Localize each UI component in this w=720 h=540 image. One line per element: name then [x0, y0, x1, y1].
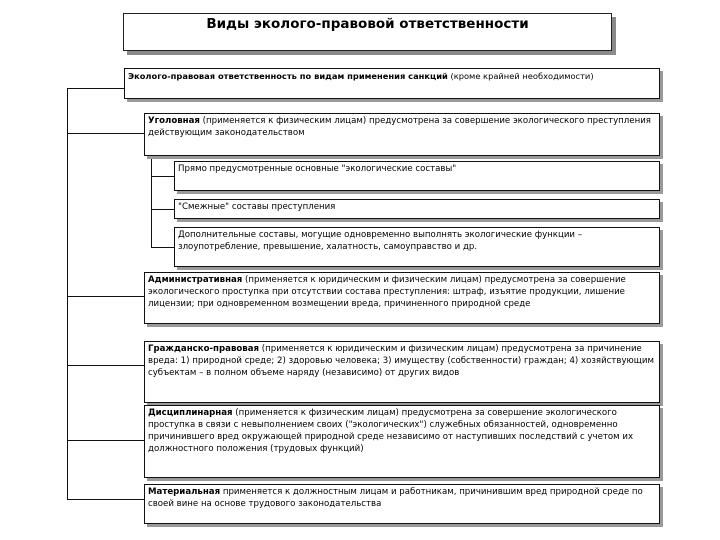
civil-box-bold: Гражданско-правовая	[148, 344, 260, 354]
admin-box-text: (применяется к юридическим и физическим лицам) предусмотрена за совершение экологического проступка при отсутствии состава преступления: штраф, изъятие продукции, лишение лицензии; при одновременном возмещении вреда, причиненного природной среде	[148, 275, 626, 309]
main-connector-vertical	[67, 88, 68, 499]
connector-root	[67, 88, 125, 89]
diagram-title: Виды эколого-правовой ответственности	[123, 13, 612, 51]
sub-box-additional: Дополнительные составы, могущие одновременно выполнять экологические функции – злоупотребление, превышение, халатность, самоуправство и др.	[174, 227, 660, 267]
connector-criminal	[67, 133, 144, 134]
mat-box	[144, 484, 660, 524]
connector-admin	[67, 296, 144, 297]
mat-box-text: применяется к должностным лицам и работникам, причинившим вред природной среде по своей вине на основе трудового законодательства	[148, 487, 643, 509]
criminal-box-bold: Уголовная	[148, 116, 200, 126]
sub-box-direct: Прямо предусмотренные основные "экологические составы"	[174, 161, 660, 191]
admin-box-bold: Административная	[148, 275, 243, 285]
admin-box	[144, 272, 660, 324]
connector-sub3	[151, 247, 174, 248]
criminal-box	[144, 113, 660, 156]
root-box-bold: Эколого-правовая ответственность по видам применения санкций	[128, 71, 448, 81]
connector-civil	[67, 365, 144, 366]
connector-disc	[67, 440, 144, 441]
root-box	[124, 68, 660, 99]
disc-box	[144, 405, 660, 478]
sub-box-adjacent: "Смежные" составы преступления	[174, 199, 660, 219]
connector-mat	[67, 499, 144, 500]
disc-box-text: (применяется к физическим лицам) предусмотрена за совершение экологического проступка в связи с невыполнением своих ("экологических") служебных обязанностей, одновременно причинившего вред окружающей природной среде независимо от наступивших последствий с учетом их должностного положения (трудовых функций)	[148, 408, 634, 454]
sub-connector-vertical	[151, 157, 152, 248]
criminal-box-text: (применяется к физическим лицам) предусмотрена за совершение экологического преступления действующим законодательством	[148, 116, 651, 138]
disc-box-bold: Дисциплинарная	[148, 408, 233, 418]
root-box-text: (кроме крайней необходимости)	[447, 71, 594, 81]
civil-box-text: (применяется к юридическим и физическим лицам) предусмотрена за причинение вреда: 1) природной среде; 2) здоровью человека; 3) имуществу (собственности) граждан; 4) хозяйствующим субъектам – в полном объеме наряду (независимо) от других видов	[148, 344, 654, 378]
connector-sub2	[151, 209, 174, 210]
civil-box	[144, 341, 660, 403]
mat-box-bold: Материальная	[148, 487, 221, 497]
connector-sub1	[151, 176, 174, 177]
